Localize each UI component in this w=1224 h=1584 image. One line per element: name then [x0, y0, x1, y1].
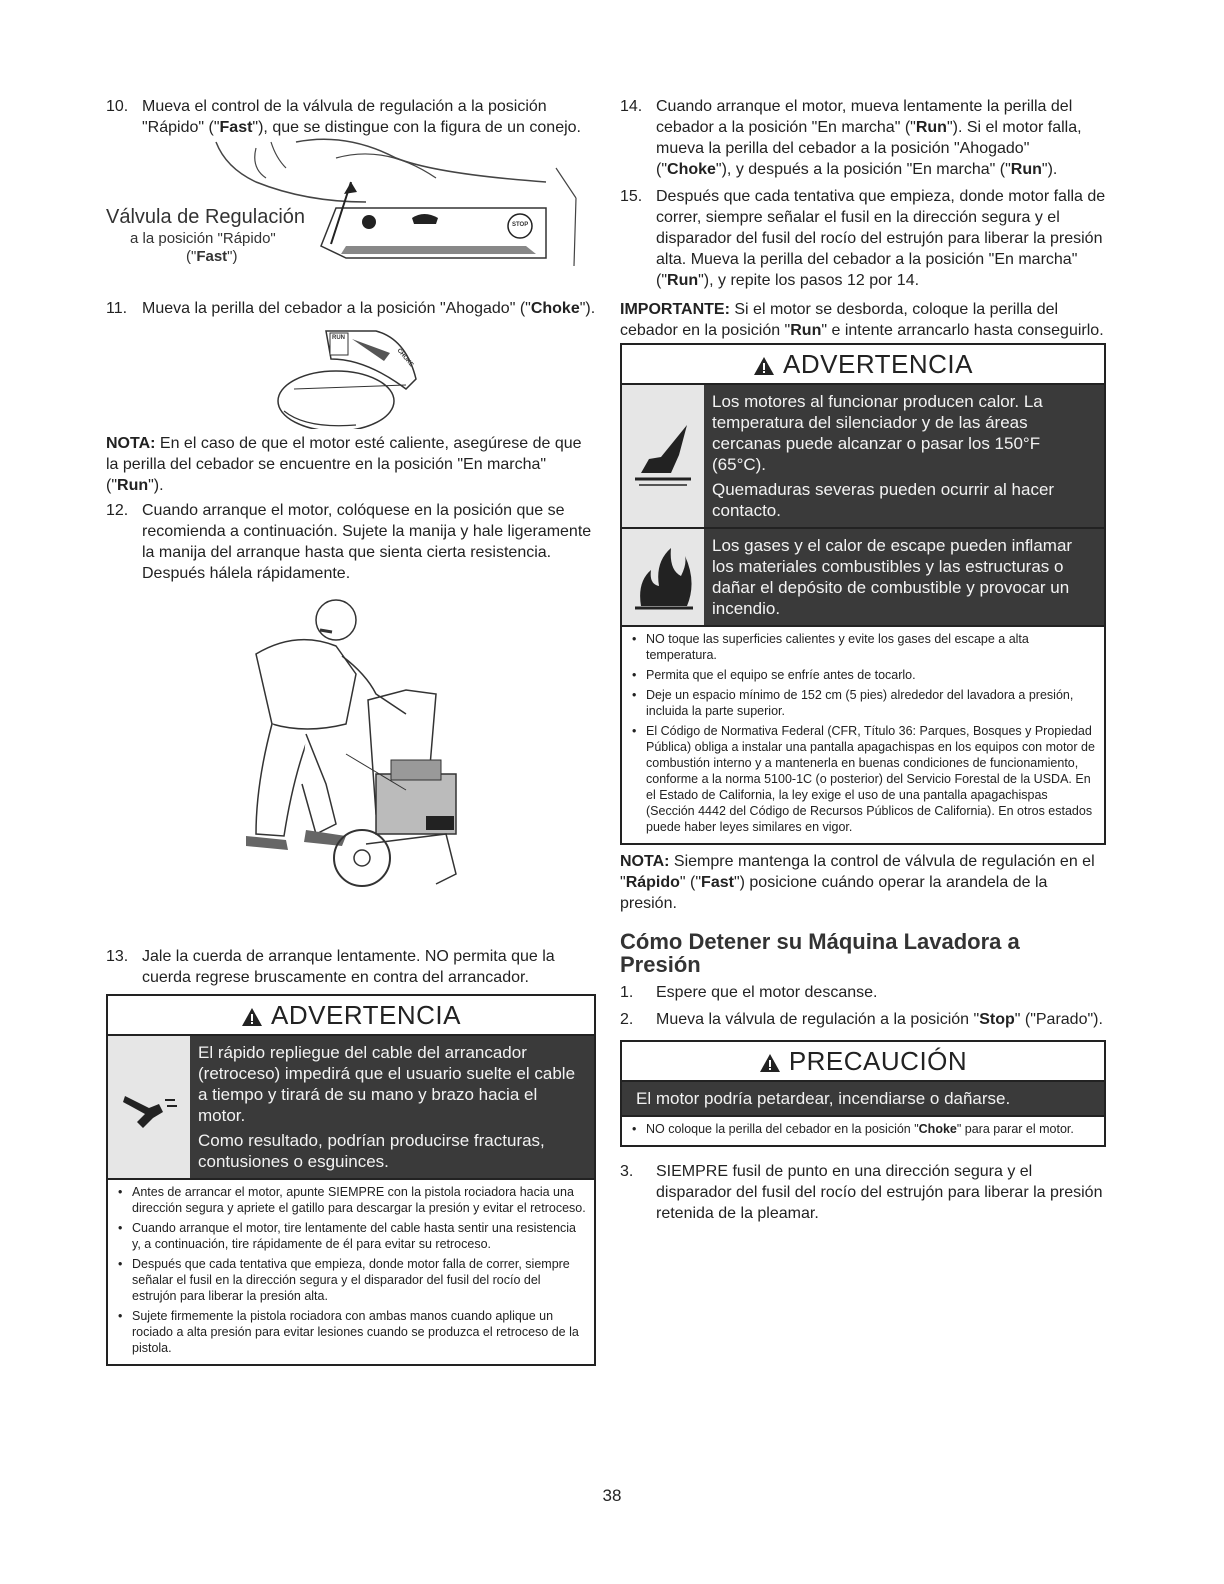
important-note: IMPORTANTE: Si el motor se desborda, coloque la perilla del cebador en la posición "Run" e intente arrancarlo hasta conseguirlo.	[620, 301, 1104, 339]
step-13: 13. Jale la cuerda de arranque lentamente. NO permita que la cuerda regrese bruscamente en contra del arrancador.	[106, 948, 555, 986]
warning-triangle-icon	[759, 1053, 781, 1073]
run-label: RUN	[332, 335, 345, 341]
choke-label: CHOKE	[395, 347, 415, 369]
section-title-stop: Cómo Detener su Máquina Lavadora a Presión	[620, 929, 1020, 977]
valve-label-position: a la posición "Rápido"	[130, 230, 276, 247]
kickback-warning-body	[108, 1034, 594, 1178]
note-throttle-fast: NOTA: Siempre mantenga la control de válvula de regulación en el "Rápido" ("Fast") posicione cuándo operar la arandela de la presión.	[620, 853, 1095, 912]
stop-step-2: 2. Mueva la válvula de regulación a la posición "Stop" ("Parado").	[620, 1011, 1103, 1028]
kickback-warning-text: El rápido repliegue del cable del arrancador (retroceso) impedirá que el usuario suelte el cable a tiempo y tirará de su mano y brazo hacia el motor. Como resultado, podrían producirse fracturas, contusiones o esguinces.	[190, 1036, 594, 1178]
stop-step-1: 1. Espere que el motor descanse.	[620, 984, 878, 1001]
caution-bullets	[622, 1115, 1104, 1145]
step-12: 12. Cuando arranque el motor, colóquese en la posición que se recomienda a continuación. Sujete la manija y hale ligeramente la manija del arranque hasta que sienta cierta resistencia. Después hálela rápidamente.	[106, 502, 592, 582]
heat-warning-text-1: Los motores al funcionar producen calor. La temperatura del silenciador y de las áreas cercanas puede alcanzar o pasar los 150°F (65°C). Quemaduras severas pueden ocurrir al hacer contacto.	[704, 385, 1104, 527]
person-pulling-starter-illustration	[106, 584, 596, 946]
heat-warning-bullets	[622, 625, 1104, 843]
kickback-warning-bullets	[108, 1178, 594, 1364]
heat-warning-body-1	[622, 383, 1104, 527]
fire-icon	[631, 542, 695, 612]
page-number: 38	[602, 1486, 622, 1505]
stop-step-3: 3. SIEMPRE fusil de punto en una dirección segura y el disparador del fusil del rocío del estrujón para liberar la presión retenida de la pleamar.	[620, 1163, 1103, 1222]
right-column	[620, 96, 1106, 1224]
caution-box	[620, 1040, 1106, 1147]
kickback-warning-header: ADVERTENCIA	[108, 996, 594, 1034]
caution-header: PRECAUCIÓN	[622, 1042, 1104, 1080]
stop-symbol-label: STOP	[512, 222, 529, 228]
fire-icon-panel	[622, 529, 704, 625]
list-item: • Sujete firmemente la pistola rociadora con ambas manos cuando aplique un rociado a alta presión para evitar lesiones cuando se produzca el retroceso de la pistola.	[122, 1308, 588, 1356]
step-11: 11. Mueva la perilla del cebador a la posición "Ahogado" ("Choke").	[106, 300, 596, 317]
heat-warning-header: ADVERTENCIA	[622, 345, 1104, 383]
list-item: • NO toque las superficies calientes y evite los gases del escape a alta temperatura.	[636, 631, 1098, 663]
heat-warning-body-2	[622, 527, 1104, 625]
heat-warning-box	[620, 343, 1106, 845]
list-item: • Después que cada tentativa que empieza, donde motor falla de correr, siempre señalar el fusil en la dirección segura y el disparador del fusil del rocío del estrujón para liberar la presión alta.	[122, 1256, 588, 1304]
step-15: 15. Después que cada tentativa que empieza, donde motor falla de correr, siempre señalar el fusil en la dirección segura y el disparador del fusil del rocío del estrujón para liberar la presión alta. Mueva la perilla del cebador a la posición "En marcha" ("Run"), y repite los pasos 12 por 14.	[620, 188, 1106, 289]
hot-surface-icon-panel	[622, 385, 704, 527]
step-10: 10. Mueva el control de la válvula de regulación a la posición "Rápido" ("Fast"), que se distingue con la figura de un conejo.	[106, 98, 581, 136]
hand-kickback-icon	[119, 1082, 179, 1132]
step-14: 14. Cuando arranque el motor, mueva lentamente la perilla del cebador a la posición "En marcha" ("Run"). Si el motor falla, mueva la perilla del cebador a la posición "Ahogado" ("Choke"), y después a la posición "En marcha" ("Run").	[620, 98, 1082, 178]
list-item: • El Código de Normativa Federal (CFR, Título 36: Parques, Bosques y Propiedad Pública) obliga a instalar una pantalla apagachispas en los equipos con motor de combustión interno y a mantenerla en buenas condiciones de funcionamiento, conforme a la norma 5100-1C (o posterior) del Servicio Forestal de la USDA. En el Estado de California, la ley exige el uso de una pantalla apagachispas (Sección 4442 del Código de Recursos Públicos de California). En otros estados puede haber leyes similares en vigor.	[636, 723, 1098, 835]
list-item: • Antes de arrancar el motor, apunte SIEMPRE con la pistola rociadora hacia una dirección segura y apriete el gatillo para descargar la presión y evitar el retroceso.	[122, 1184, 588, 1216]
kickback-icon-panel	[108, 1036, 190, 1178]
note-hot-engine: NOTA: En el caso de que el motor esté caliente, asegúrese de que la perilla del cebador se encuentre en la posición "En marcha" ("Run").	[106, 435, 582, 494]
list-item: • Deje un espacio mínimo de 152 cm (5 pies) alrededor del lavadora a presión, incluida la parte superior.	[636, 687, 1098, 719]
list-item: • Permita que el equipo se enfríe antes de tocarlo.	[636, 667, 1098, 683]
hot-surface-icon	[631, 421, 695, 491]
valve-label-title: Válvula de Regulación	[106, 206, 306, 228]
list-item: • NO coloque la perilla del cebador en la posición "Choke" para parar el motor.	[636, 1121, 1098, 1137]
valve-label-fast: ("Fast")	[186, 248, 238, 265]
warning-triangle-icon	[753, 356, 775, 376]
throttle-valve-figure	[106, 138, 596, 288]
choke-knob-figure	[106, 319, 596, 429]
choke-illustration	[106, 319, 596, 429]
caution-text: El motor podría petardear, incendiarse o dañarse.	[622, 1080, 1104, 1115]
starting-position-figure	[106, 584, 596, 946]
left-column	[106, 96, 596, 1366]
kickback-warning-box	[106, 994, 596, 1366]
list-item: • Cuando arranque el motor, tire lentamente del cable hasta sentir una resistencia y, a continuación, tire rápidamente de él para evitar su retroceso.	[122, 1220, 588, 1252]
warning-triangle-icon	[241, 1007, 263, 1027]
heat-warning-text-2: Los gases y el calor de escape pueden inflamar los materiales combustibles y las estructuras o dañar el depósito de combustible y provocar un incendio.	[704, 529, 1104, 625]
